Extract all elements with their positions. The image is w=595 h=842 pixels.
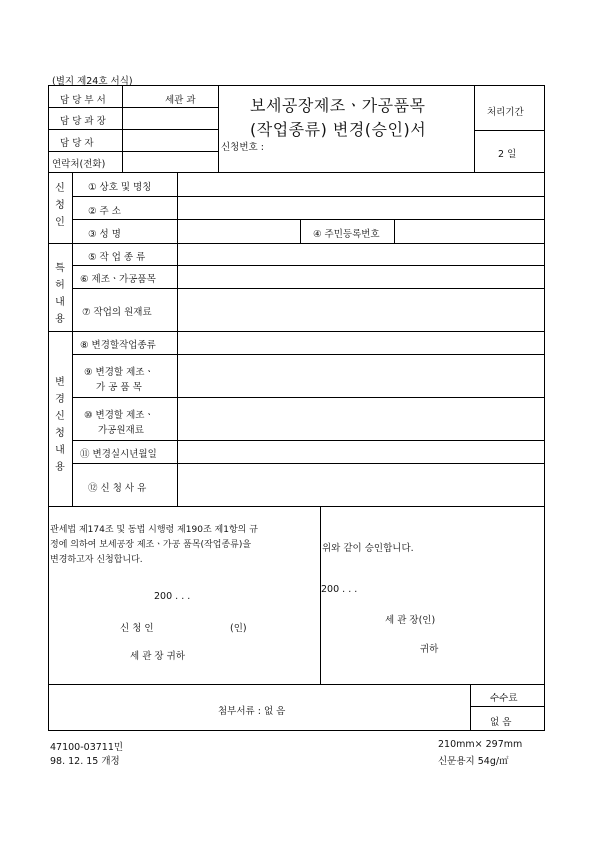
- contact-label: 연락처(전화): [52, 159, 106, 170]
- paper-type: 신문용지 54g/㎡: [438, 756, 509, 767]
- approval-addressee: 귀하: [420, 644, 439, 655]
- applicant-seal: (인): [230, 623, 247, 634]
- reason-label: ⑫ 신 청 사 유: [88, 483, 147, 494]
- attachments-text: 첨부서류 : 없 음: [218, 706, 286, 717]
- change-material-label-1: ⑩ 변경할 제조ㆍ: [84, 410, 154, 421]
- address-label: ② 주 소: [88, 206, 121, 217]
- revision-date: 98. 12. 15 개정: [50, 756, 120, 767]
- change-material-label-2: 가공원재료: [98, 425, 144, 436]
- approval-officer: 세 관 장(인): [385, 615, 436, 626]
- company-name-label: ① 상호 및 명칭: [88, 182, 152, 193]
- applicant-section-label: 신 청 인: [55, 183, 65, 228]
- declaration-line3: 변경하고자 신청합니다.: [50, 555, 143, 565]
- fee-label: 수수료: [490, 693, 518, 704]
- processing-period-value: 2 일: [498, 149, 517, 160]
- work-type-label: ⑤ 작 업 종 류: [88, 252, 146, 263]
- form-title-line2: (작업종류) 변경(승인)서: [250, 120, 427, 139]
- approval-text: 위와 같이 승인합니다.: [322, 543, 414, 554]
- change-product-label-2: 가 공 품 목: [96, 382, 142, 393]
- change-work-type-label: ⑧ 변경할작업종류: [80, 340, 156, 351]
- approval-date: 200 . . .: [321, 584, 358, 595]
- applicant-signature-label: 신 청 인: [120, 623, 154, 634]
- officer-label: 담 당 자: [60, 138, 94, 149]
- dept-value: 세관 과: [165, 95, 196, 106]
- declaration-line1: 관세법 제174조 및 동법 시행령 제190조 제1항의 규: [50, 525, 258, 535]
- declaration-line2: 정에 의하여 보세공장 제조ㆍ가공 품목(작업종류)을: [50, 540, 252, 550]
- section-chief-label: 담 당 과 장: [60, 116, 106, 127]
- dept-label: 담 당 부 서: [60, 95, 106, 106]
- declaration-recipient: 세 관 장 귀하: [130, 651, 185, 662]
- form-code: (별지 제24호 서식): [52, 76, 133, 87]
- form-number: 47100-03711민: [50, 742, 124, 753]
- resident-number-label: ④ 주민등록번호: [313, 229, 380, 240]
- change-date-label: ⑪ 변경실시년월일: [80, 449, 157, 460]
- change-product-label-1: ⑨ 변경할 제조ㆍ: [84, 367, 154, 378]
- processing-period-label: 처리기간: [487, 107, 524, 118]
- form-title-line1: 보세공장제조ㆍ가공품목: [250, 96, 426, 115]
- product-label: ⑥ 제조ㆍ가공품목: [80, 274, 156, 285]
- declaration-date: 200 . . .: [154, 591, 191, 602]
- paper-size: 210mm× 297mm: [438, 739, 523, 750]
- patent-section-label: 특 허 내 용: [55, 263, 65, 325]
- fee-value: 없 음: [490, 717, 512, 728]
- raw-material-label: ⑦ 작업의 원재료: [82, 307, 152, 318]
- application-number-label: 신청번호 :: [221, 142, 264, 153]
- name-label: ③ 성 명: [88, 229, 121, 240]
- change-section-label: 변 경 신 청 내 용: [55, 377, 65, 473]
